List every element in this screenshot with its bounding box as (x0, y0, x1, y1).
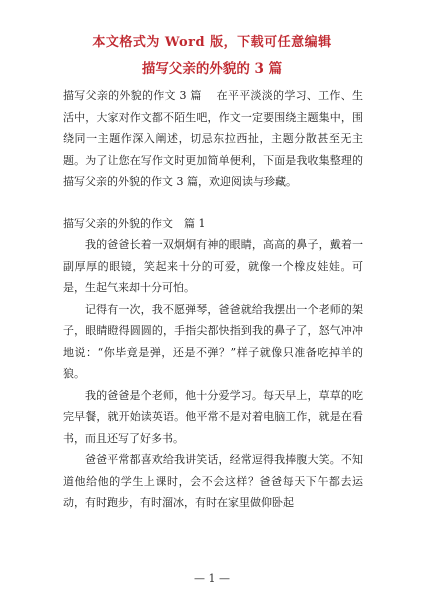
body-paragraph: 我的爸爸是个老师，他十分爱学习。每天早上，草草的吃完早餐，就开始读英语。他平常不是对着电脑工作，就是在看书，而且还写了好多书。 (63, 388, 363, 445)
document-title: 描写父亲的外貌的 3 篇 (141, 61, 283, 77)
body-paragraph: 我的爸爸长着一双炯炯有神的眼睛，高高的鼻子，戴着一副厚厚的眼镜，笑起来十分的可爱，就像一个橡皮娃娃。可是，生起气来却十分可怕。 (63, 238, 363, 294)
intro-paragraph: 描写父亲的外貌的作文 3 篇 在平平淡淡的学习、工作、生活中，大家对作文都不陌生吧，作文一定要围绕主题集中，围绕同一主题作深入阐述，切忌东拉西扯，主题分散甚至无主题。为了让您在写作文时更加简单便利，下面是我收集整理的描写父亲的外貌的作文 3 篇，欢迎阅读与珍藏。 (63, 89, 363, 188)
document-body (63, 85, 363, 514)
page-number: — 1 — (194, 572, 230, 585)
format-banner: 本文格式为 Word 版，下载可任意编辑 (92, 35, 332, 50)
section-heading: 描写父亲的外貌的作文 篇 1 (63, 216, 206, 230)
body-paragraph: 爸爸平常都喜欢给我讲笑话，经常逗得我捧腹大笑。不知道他给他的学生上课时，会不会这样？爸爸每天下午都去运动，有时跑步，有时溜冰，有时在家里做仰卧起 (63, 453, 363, 509)
body-paragraph: 记得有一次，我不愿弹琴，爸爸就给我摆出一个老师的架子，眼睛瞪得圆圆的，手指尖都快指到我的鼻子了，怒气冲冲地说：“你毕竟是弹，还是不弹？”样子就像只准备吃掉羊的狼。 (63, 302, 363, 380)
